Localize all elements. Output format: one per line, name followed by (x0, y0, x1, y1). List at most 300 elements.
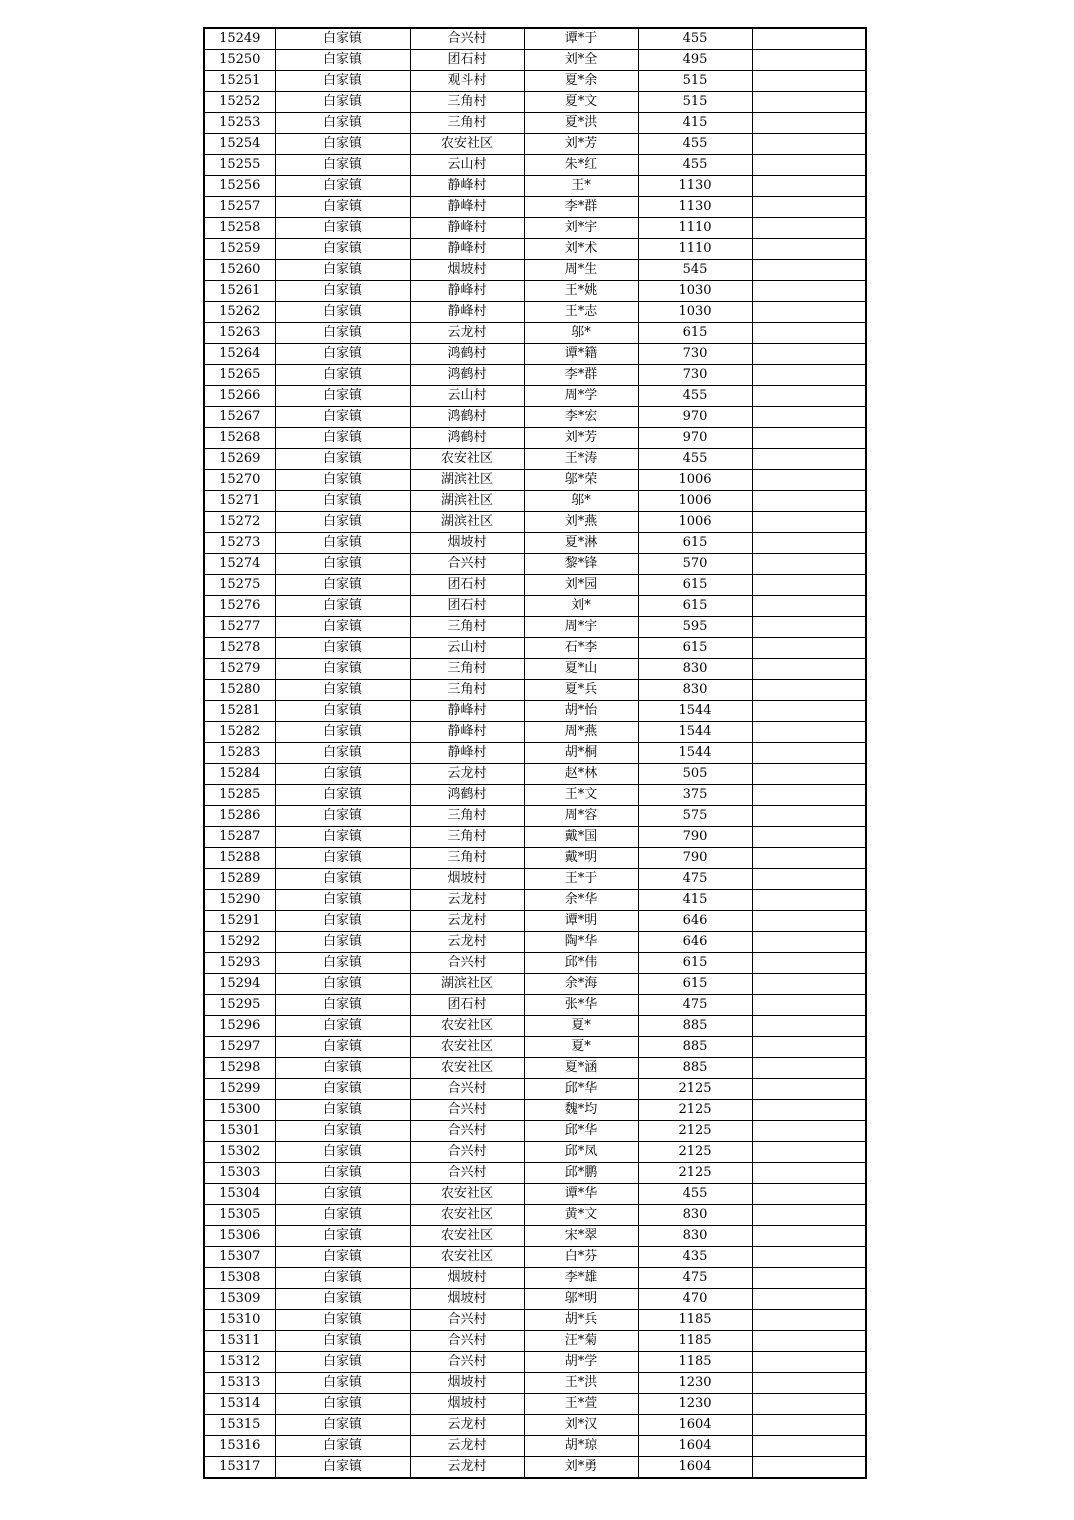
cell-town: 白家镇 (275, 1394, 410, 1415)
cell-village: 团石村 (410, 575, 524, 596)
cell-village: 农安社区 (410, 1016, 524, 1037)
cell-village: 三角村 (410, 92, 524, 113)
cell-amount: 470 (638, 1289, 752, 1310)
cell-town: 白家镇 (275, 1163, 410, 1184)
cell-id: 15273 (204, 533, 275, 554)
table-row (204, 743, 866, 764)
cell-village: 三角村 (410, 659, 524, 680)
cell-town: 白家镇 (275, 680, 410, 701)
cell-name: 李*群 (524, 365, 638, 386)
cell-note (752, 92, 866, 113)
cell-town: 白家镇 (275, 407, 410, 428)
cell-note (752, 260, 866, 281)
cell-id: 15278 (204, 638, 275, 659)
cell-town: 白家镇 (275, 848, 410, 869)
table-row (204, 134, 866, 155)
cell-amount: 495 (638, 50, 752, 71)
cell-name: 谭*华 (524, 1184, 638, 1205)
table-row (204, 1436, 866, 1457)
cell-town: 白家镇 (275, 281, 410, 302)
cell-amount: 1185 (638, 1331, 752, 1352)
cell-town: 白家镇 (275, 365, 410, 386)
cell-note (752, 1247, 866, 1268)
cell-id: 15281 (204, 701, 275, 722)
cell-note (752, 1121, 866, 1142)
cell-town: 白家镇 (275, 1100, 410, 1121)
cell-amount: 1544 (638, 722, 752, 743)
cell-name: 刘*术 (524, 239, 638, 260)
cell-town: 白家镇 (275, 575, 410, 596)
cell-name: 刘* (524, 596, 638, 617)
cell-town: 白家镇 (275, 1373, 410, 1394)
cell-name: 李*群 (524, 197, 638, 218)
cell-id: 15256 (204, 176, 275, 197)
cell-amount: 1130 (638, 197, 752, 218)
cell-town: 白家镇 (275, 1226, 410, 1247)
table-row (204, 869, 866, 890)
cell-name: 刘*宇 (524, 218, 638, 239)
cell-name: 刘*园 (524, 575, 638, 596)
cell-id: 15249 (204, 28, 275, 50)
cell-town: 白家镇 (275, 1331, 410, 1352)
cell-village: 三角村 (410, 806, 524, 827)
table-row (204, 1415, 866, 1436)
cell-id: 15288 (204, 848, 275, 869)
cell-name: 邱*华 (524, 1079, 638, 1100)
table-row (204, 260, 866, 281)
cell-town: 白家镇 (275, 134, 410, 155)
cell-village: 农安社区 (410, 1184, 524, 1205)
table-row (204, 344, 866, 365)
cell-town: 白家镇 (275, 1184, 410, 1205)
cell-note (752, 1457, 866, 1479)
cell-amount: 1006 (638, 512, 752, 533)
cell-amount: 2125 (638, 1142, 752, 1163)
cell-town: 白家镇 (275, 470, 410, 491)
cell-name: 汪*菊 (524, 1331, 638, 1352)
cell-name: 王*姚 (524, 281, 638, 302)
cell-name: 邬* (524, 323, 638, 344)
cell-name: 夏*山 (524, 659, 638, 680)
cell-town: 白家镇 (275, 764, 410, 785)
cell-town: 白家镇 (275, 176, 410, 197)
cell-village: 烟坡村 (410, 533, 524, 554)
cell-town: 白家镇 (275, 533, 410, 554)
cell-village: 云龙村 (410, 1415, 524, 1436)
table-row (204, 1121, 866, 1142)
cell-village: 云龙村 (410, 890, 524, 911)
cell-note (752, 995, 866, 1016)
table-row (204, 71, 866, 92)
cell-amount: 475 (638, 1268, 752, 1289)
cell-amount: 615 (638, 533, 752, 554)
cell-village: 静峰村 (410, 218, 524, 239)
cell-name: 邬* (524, 491, 638, 512)
table-row (204, 155, 866, 176)
cell-name: 周*容 (524, 806, 638, 827)
cell-note (752, 1016, 866, 1037)
cell-note (752, 680, 866, 701)
table-row (204, 848, 866, 869)
cell-name: 戴*明 (524, 848, 638, 869)
cell-town: 白家镇 (275, 491, 410, 512)
cell-id: 15269 (204, 449, 275, 470)
cell-id: 15302 (204, 1142, 275, 1163)
cell-name: 夏*文 (524, 92, 638, 113)
cell-note (752, 50, 866, 71)
cell-amount: 1006 (638, 470, 752, 491)
cell-village: 云山村 (410, 155, 524, 176)
cell-town: 白家镇 (275, 554, 410, 575)
cell-id: 15287 (204, 827, 275, 848)
cell-name: 王*萱 (524, 1394, 638, 1415)
table-row (204, 1310, 866, 1331)
cell-note (752, 932, 866, 953)
cell-village: 烟坡村 (410, 1289, 524, 1310)
table-row (204, 1163, 866, 1184)
cell-town: 白家镇 (275, 1142, 410, 1163)
cell-village: 合兴村 (410, 1079, 524, 1100)
cell-village: 合兴村 (410, 1163, 524, 1184)
cell-note (752, 134, 866, 155)
cell-amount: 455 (638, 386, 752, 407)
cell-amount: 1544 (638, 743, 752, 764)
cell-amount: 1185 (638, 1352, 752, 1373)
cell-amount: 1604 (638, 1415, 752, 1436)
table-row (204, 659, 866, 680)
cell-name: 谭*明 (524, 911, 638, 932)
cell-note (752, 806, 866, 827)
cell-amount: 415 (638, 890, 752, 911)
cell-note (752, 1184, 866, 1205)
cell-amount: 615 (638, 638, 752, 659)
cell-town: 白家镇 (275, 1310, 410, 1331)
cell-note (752, 1331, 866, 1352)
cell-town: 白家镇 (275, 659, 410, 680)
cell-village: 静峰村 (410, 281, 524, 302)
table-row (204, 239, 866, 260)
cell-note (752, 386, 866, 407)
cell-village: 云龙村 (410, 1457, 524, 1479)
cell-id: 15289 (204, 869, 275, 890)
cell-amount: 1130 (638, 176, 752, 197)
table-row (204, 1331, 866, 1352)
cell-village: 鸿鹤村 (410, 365, 524, 386)
cell-note (752, 1205, 866, 1226)
cell-amount: 1230 (638, 1373, 752, 1394)
cell-town: 白家镇 (275, 28, 410, 50)
cell-village: 团石村 (410, 50, 524, 71)
table-row (204, 806, 866, 827)
cell-village: 农安社区 (410, 134, 524, 155)
cell-amount: 2125 (638, 1163, 752, 1184)
cell-name: 邱*凤 (524, 1142, 638, 1163)
table-row (204, 1268, 866, 1289)
cell-note (752, 974, 866, 995)
table-row (204, 113, 866, 134)
table-row (204, 680, 866, 701)
cell-name: 刘*芳 (524, 134, 638, 155)
cell-village: 合兴村 (410, 1331, 524, 1352)
cell-village: 烟坡村 (410, 1373, 524, 1394)
data-table (203, 27, 867, 1479)
table-row (204, 1247, 866, 1268)
cell-id: 15260 (204, 260, 275, 281)
cell-town: 白家镇 (275, 1058, 410, 1079)
cell-id: 15262 (204, 302, 275, 323)
cell-name: 黎*锋 (524, 554, 638, 575)
cell-name: 王*志 (524, 302, 638, 323)
cell-town: 白家镇 (275, 1016, 410, 1037)
cell-village: 静峰村 (410, 302, 524, 323)
cell-town: 白家镇 (275, 1079, 410, 1100)
cell-village: 农安社区 (410, 1058, 524, 1079)
cell-note (752, 1352, 866, 1373)
cell-note (752, 1415, 866, 1436)
cell-town: 白家镇 (275, 1289, 410, 1310)
cell-id: 15305 (204, 1205, 275, 1226)
cell-name: 谭*籍 (524, 344, 638, 365)
cell-id: 15306 (204, 1226, 275, 1247)
cell-name: 王*涛 (524, 449, 638, 470)
cell-village: 湖滨社区 (410, 512, 524, 533)
table-row (204, 617, 866, 638)
cell-amount: 1544 (638, 701, 752, 722)
cell-note (752, 743, 866, 764)
cell-town: 白家镇 (275, 617, 410, 638)
cell-village: 三角村 (410, 113, 524, 134)
cell-note (752, 470, 866, 491)
cell-note (752, 638, 866, 659)
table-row (204, 50, 866, 71)
cell-town: 白家镇 (275, 1268, 410, 1289)
cell-id: 15252 (204, 92, 275, 113)
table-row (204, 1100, 866, 1121)
cell-name: 邱*华 (524, 1121, 638, 1142)
cell-village: 烟坡村 (410, 260, 524, 281)
table-row (204, 1079, 866, 1100)
table-row (204, 995, 866, 1016)
cell-note (752, 512, 866, 533)
cell-town: 白家镇 (275, 197, 410, 218)
cell-id: 15304 (204, 1184, 275, 1205)
cell-name: 张*华 (524, 995, 638, 1016)
cell-name: 刘*汉 (524, 1415, 638, 1436)
cell-name: 王*文 (524, 785, 638, 806)
table-row (204, 449, 866, 470)
table-row (204, 302, 866, 323)
cell-town: 白家镇 (275, 218, 410, 239)
cell-amount: 885 (638, 1058, 752, 1079)
cell-id: 15312 (204, 1352, 275, 1373)
table-row (204, 197, 866, 218)
cell-village: 静峰村 (410, 176, 524, 197)
table-row (204, 512, 866, 533)
cell-village: 湖滨社区 (410, 491, 524, 512)
cell-note (752, 449, 866, 470)
table-row (204, 1037, 866, 1058)
cell-amount: 790 (638, 848, 752, 869)
cell-village: 三角村 (410, 827, 524, 848)
cell-name: 余*华 (524, 890, 638, 911)
cell-amount: 455 (638, 155, 752, 176)
cell-village: 云山村 (410, 386, 524, 407)
cell-town: 白家镇 (275, 806, 410, 827)
cell-id: 15300 (204, 1100, 275, 1121)
cell-name: 陶*华 (524, 932, 638, 953)
cell-name: 魏*均 (524, 1100, 638, 1121)
cell-town: 白家镇 (275, 785, 410, 806)
cell-note (752, 176, 866, 197)
cell-id: 15276 (204, 596, 275, 617)
cell-town: 白家镇 (275, 701, 410, 722)
cell-village: 云龙村 (410, 1436, 524, 1457)
cell-name: 黄*文 (524, 1205, 638, 1226)
cell-name: 邱*伟 (524, 953, 638, 974)
cell-id: 15251 (204, 71, 275, 92)
cell-id: 15297 (204, 1037, 275, 1058)
cell-village: 静峰村 (410, 197, 524, 218)
cell-note (752, 1268, 866, 1289)
cell-town: 白家镇 (275, 890, 410, 911)
table-row (204, 470, 866, 491)
cell-amount: 2125 (638, 1100, 752, 1121)
cell-name: 夏*涵 (524, 1058, 638, 1079)
cell-amount: 2125 (638, 1121, 752, 1142)
cell-village: 合兴村 (410, 1310, 524, 1331)
cell-amount: 830 (638, 1205, 752, 1226)
cell-village: 农安社区 (410, 1205, 524, 1226)
cell-note (752, 911, 866, 932)
cell-id: 15313 (204, 1373, 275, 1394)
cell-note (752, 1163, 866, 1184)
cell-village: 静峰村 (410, 701, 524, 722)
cell-id: 15291 (204, 911, 275, 932)
cell-village: 合兴村 (410, 1121, 524, 1142)
cell-id: 15309 (204, 1289, 275, 1310)
cell-town: 白家镇 (275, 911, 410, 932)
cell-town: 白家镇 (275, 995, 410, 1016)
cell-id: 15263 (204, 323, 275, 344)
cell-id: 15280 (204, 680, 275, 701)
cell-amount: 1604 (638, 1457, 752, 1479)
cell-note (752, 491, 866, 512)
cell-name: 白*芬 (524, 1247, 638, 1268)
cell-town: 白家镇 (275, 1352, 410, 1373)
cell-note (752, 28, 866, 50)
table-row (204, 1352, 866, 1373)
cell-name: 周*学 (524, 386, 638, 407)
cell-amount: 1185 (638, 1310, 752, 1331)
cell-id: 15301 (204, 1121, 275, 1142)
table-row (204, 953, 866, 974)
cell-id: 15315 (204, 1415, 275, 1436)
cell-id: 15258 (204, 218, 275, 239)
cell-id: 15316 (204, 1436, 275, 1457)
cell-id: 15298 (204, 1058, 275, 1079)
table-row (204, 428, 866, 449)
cell-id: 15274 (204, 554, 275, 575)
cell-note (752, 428, 866, 449)
cell-name: 夏*余 (524, 71, 638, 92)
cell-name: 刘*全 (524, 50, 638, 71)
table-row (204, 323, 866, 344)
cell-village: 合兴村 (410, 1352, 524, 1373)
table-row (204, 638, 866, 659)
table-row (204, 533, 866, 554)
cell-id: 15268 (204, 428, 275, 449)
cell-name: 谭*于 (524, 28, 638, 50)
cell-name: 李*宏 (524, 407, 638, 428)
cell-id: 15299 (204, 1079, 275, 1100)
cell-name: 朱*红 (524, 155, 638, 176)
cell-id: 15270 (204, 470, 275, 491)
table-row (204, 1142, 866, 1163)
cell-note (752, 302, 866, 323)
cell-amount: 545 (638, 260, 752, 281)
cell-note (752, 344, 866, 365)
cell-amount: 615 (638, 596, 752, 617)
cell-note (752, 1436, 866, 1457)
cell-id: 15279 (204, 659, 275, 680)
cell-name: 周*宇 (524, 617, 638, 638)
cell-village: 湖滨社区 (410, 470, 524, 491)
cell-id: 15264 (204, 344, 275, 365)
cell-amount: 730 (638, 344, 752, 365)
cell-village: 云龙村 (410, 764, 524, 785)
cell-id: 15284 (204, 764, 275, 785)
table-row (204, 1373, 866, 1394)
cell-id: 15317 (204, 1457, 275, 1479)
cell-town: 白家镇 (275, 722, 410, 743)
cell-amount: 570 (638, 554, 752, 575)
table-row (204, 764, 866, 785)
cell-town: 白家镇 (275, 827, 410, 848)
cell-note (752, 1373, 866, 1394)
cell-amount: 1110 (638, 218, 752, 239)
cell-amount: 615 (638, 953, 752, 974)
cell-id: 15290 (204, 890, 275, 911)
cell-note (752, 155, 866, 176)
table-body (204, 28, 866, 1478)
cell-town: 白家镇 (275, 1205, 410, 1226)
cell-name: 夏* (524, 1037, 638, 1058)
cell-village: 烟坡村 (410, 869, 524, 890)
cell-id: 15257 (204, 197, 275, 218)
cell-town: 白家镇 (275, 638, 410, 659)
cell-name: 邱*鹏 (524, 1163, 638, 1184)
cell-note (752, 281, 866, 302)
cell-town: 白家镇 (275, 1457, 410, 1479)
table-row (204, 1289, 866, 1310)
cell-village: 烟坡村 (410, 1268, 524, 1289)
cell-name: 刘*勇 (524, 1457, 638, 1479)
cell-village: 鸿鹤村 (410, 407, 524, 428)
cell-name: 宋*翠 (524, 1226, 638, 1247)
cell-village: 静峰村 (410, 722, 524, 743)
cell-name: 赵*林 (524, 764, 638, 785)
cell-id: 15295 (204, 995, 275, 1016)
cell-village: 合兴村 (410, 28, 524, 50)
table-row (204, 554, 866, 575)
cell-village: 团石村 (410, 596, 524, 617)
cell-note (752, 1058, 866, 1079)
cell-name: 胡*怡 (524, 701, 638, 722)
cell-village: 三角村 (410, 680, 524, 701)
table-row (204, 596, 866, 617)
cell-amount: 1110 (638, 239, 752, 260)
cell-id: 15266 (204, 386, 275, 407)
